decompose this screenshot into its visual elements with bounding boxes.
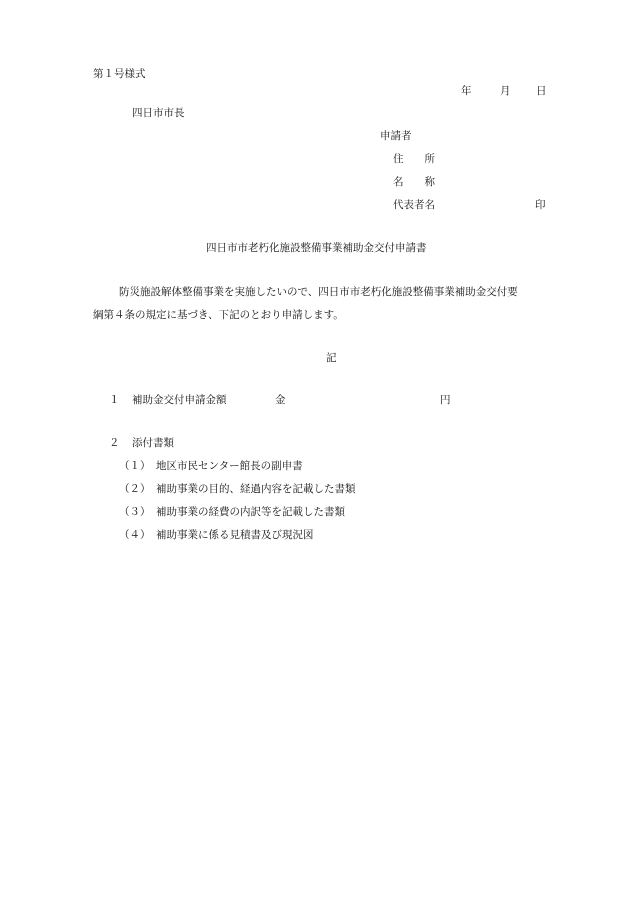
amount-unit: 円 (440, 394, 451, 406)
item-2-number: ２ (109, 437, 120, 449)
body-text-line-1: 防災施設解体整備事業を実施したいので、四日市市老朽化施設整備事業補助金交付要 (119, 286, 518, 298)
date-month-label: 月 (500, 85, 511, 97)
body-text-line-2: 綱第４条の規定に基づき、下記のとおり申請します。 (93, 309, 344, 321)
attachment-text: 補助事業の経費の内訳等を記載した書類 (156, 506, 345, 518)
seal-mark: 印 (535, 199, 546, 211)
form-number: 第１号様式 (93, 68, 146, 80)
applicant-address-label: 住 所 (393, 153, 435, 165)
attachment-number: （３） (119, 506, 151, 518)
amount-prefix: 金 (275, 394, 286, 406)
attachment-number: （４） (119, 529, 151, 541)
item-1-label: 補助金交付申請金額 (132, 394, 227, 406)
record-heading: 記 (326, 352, 337, 364)
applicant-representative-label: 代表者名 (393, 199, 435, 211)
attachment-text: 補助事業に係る見積書及び現況図 (156, 529, 314, 541)
attachment-number: （２） (119, 483, 151, 495)
date-day-label: 日 (536, 85, 547, 97)
applicant-heading: 申請者 (380, 130, 412, 142)
date-year-label: 年 (461, 85, 472, 97)
item-2-label: 添付書類 (132, 437, 174, 449)
attachment-number: （１） (119, 460, 151, 472)
attachment-text: 地区市民センター館長の副申書 (156, 460, 303, 472)
document-title: 四日市市老朽化施設整備事業補助金交付申請書 (206, 242, 427, 254)
addressee: 四日市市長 (132, 107, 185, 119)
item-1-number: １ (109, 394, 120, 406)
attachment-text: 補助事業の目的、経過内容を記載した書類 (156, 483, 356, 495)
applicant-name-label: 名 称 (393, 176, 435, 188)
